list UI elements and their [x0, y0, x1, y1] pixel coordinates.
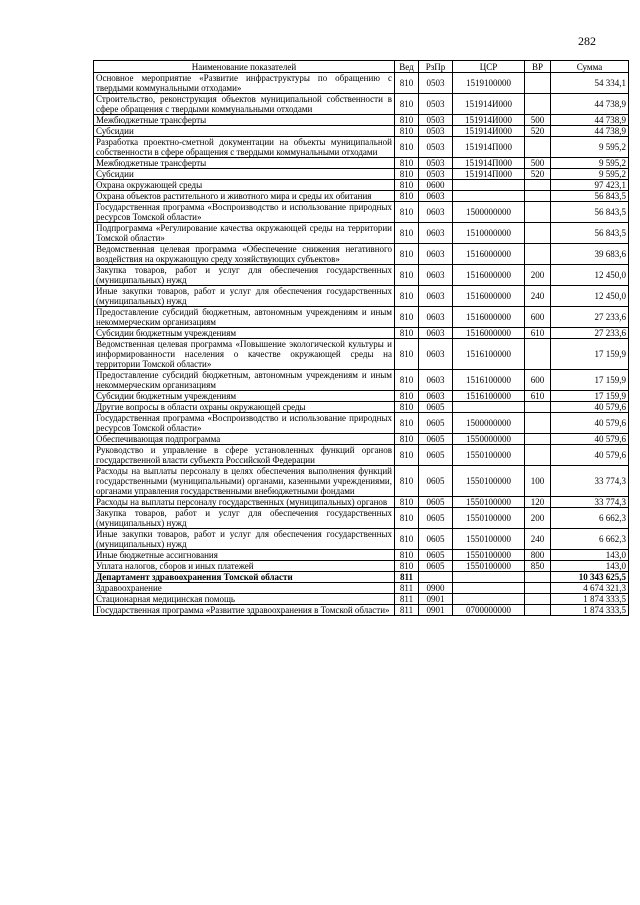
- cell-ved: 811: [395, 572, 419, 583]
- cell-rzpr: 0503: [419, 126, 453, 137]
- cell-sum: 9 595,2: [551, 158, 629, 169]
- cell-csr: 151914П000: [453, 158, 525, 169]
- cell-name: Руководство и управление в сфере установленных функций органов государственной власти субъекта Российской Федерации: [94, 445, 395, 466]
- cell-csr: 1519100000: [453, 73, 525, 94]
- cell-rzpr: 0603: [419, 265, 453, 286]
- cell-vr: 500: [525, 158, 551, 169]
- cell-rzpr: 0900: [419, 583, 453, 594]
- cell-rzpr: 0605: [419, 434, 453, 445]
- cell-rzpr: 0603: [419, 370, 453, 391]
- cell-vr: [525, 137, 551, 158]
- cell-csr: 1516100000: [453, 370, 525, 391]
- cell-csr: 1516000000: [453, 286, 525, 307]
- header-rzpr: РзПр: [419, 61, 453, 73]
- cell-rzpr: 0503: [419, 158, 453, 169]
- header-ved: Вед: [395, 61, 419, 73]
- table-row: [94, 180, 629, 191]
- cell-rzpr: 0603: [419, 339, 453, 370]
- table-row: [94, 434, 629, 445]
- cell-csr: 1516000000: [453, 244, 525, 265]
- cell-csr: 1550100000: [453, 466, 525, 497]
- cell-name: Подпрограмма «Регулирование качества окружающей среды на территории Томской области»: [94, 223, 395, 244]
- cell-rzpr: 0603: [419, 307, 453, 328]
- cell-rzpr: 0901: [419, 594, 453, 605]
- cell-rzpr: 0605: [419, 497, 453, 508]
- cell-rzpr: 0600: [419, 180, 453, 191]
- table-row: [94, 605, 629, 616]
- cell-name: Межбюджетные трансферты: [94, 115, 395, 126]
- cell-sum: 6 662,3: [551, 529, 629, 550]
- cell-ved: 810: [395, 191, 419, 202]
- cell-csr: 1516000000: [453, 307, 525, 328]
- table-row: [94, 158, 629, 169]
- table-row: [94, 244, 629, 265]
- cell-ved: 810: [395, 180, 419, 191]
- cell-name: Ведомственная целевая программа «Обеспечение снижения негативного воздействия на окружающую среду хозяйствующих субъектов»: [94, 244, 395, 265]
- cell-ved: 810: [395, 445, 419, 466]
- table-row: [94, 497, 629, 508]
- cell-name: Субсидии бюджетным учреждениям: [94, 328, 395, 339]
- cell-vr: 240: [525, 529, 551, 550]
- cell-vr: [525, 572, 551, 583]
- cell-vr: [525, 202, 551, 223]
- cell-csr: 1550100000: [453, 508, 525, 529]
- cell-ved: 810: [395, 370, 419, 391]
- cell-vr: [525, 605, 551, 616]
- cell-vr: 100: [525, 466, 551, 497]
- cell-ved: 810: [395, 115, 419, 126]
- cell-ved: 810: [395, 391, 419, 402]
- cell-csr: 1550100000: [453, 561, 525, 572]
- cell-ved: 811: [395, 594, 419, 605]
- table-body: [94, 73, 629, 616]
- cell-sum: 44 738,9: [551, 126, 629, 137]
- cell-sum: 143,0: [551, 550, 629, 561]
- cell-ved: 810: [395, 137, 419, 158]
- cell-sum: 17 159,9: [551, 339, 629, 370]
- cell-name: Государственная программа «Воспроизводство и использование природных ресурсов Томской области»: [94, 202, 395, 223]
- cell-vr: 610: [525, 391, 551, 402]
- header-sum: Сумма: [551, 61, 629, 73]
- table-row: [94, 413, 629, 434]
- table-row: [94, 594, 629, 605]
- cell-sum: 40 579,6: [551, 413, 629, 434]
- cell-vr: [525, 434, 551, 445]
- cell-vr: 120: [525, 497, 551, 508]
- cell-csr: [453, 402, 525, 413]
- cell-name: Стационарная медицинская помощь: [94, 594, 395, 605]
- table-row: [94, 529, 629, 550]
- table-row: [94, 561, 629, 572]
- cell-csr: 1500000000: [453, 413, 525, 434]
- table-row: [94, 550, 629, 561]
- budget-table: [93, 60, 629, 616]
- cell-vr: 600: [525, 370, 551, 391]
- cell-sum: 39 683,6: [551, 244, 629, 265]
- cell-sum: 9 595,2: [551, 137, 629, 158]
- cell-sum: 12 450,0: [551, 265, 629, 286]
- cell-rzpr: 0603: [419, 223, 453, 244]
- cell-csr: 151914И000: [453, 126, 525, 137]
- header-vr: ВР: [525, 61, 551, 73]
- cell-rzpr: 0605: [419, 445, 453, 466]
- cell-vr: 240: [525, 286, 551, 307]
- cell-name: Обеспечивающая подпрограмма: [94, 434, 395, 445]
- cell-name: Охрана объектов растительного и животного мира и среды их обитания: [94, 191, 395, 202]
- cell-rzpr: 0901: [419, 605, 453, 616]
- cell-name: Государственная программа «Развитие здравоохранения в Томской области»: [94, 605, 395, 616]
- table-header-row: [94, 61, 629, 73]
- cell-rzpr: 0603: [419, 202, 453, 223]
- cell-vr: [525, 180, 551, 191]
- cell-sum: 27 233,6: [551, 328, 629, 339]
- cell-vr: [525, 583, 551, 594]
- cell-vr: 200: [525, 508, 551, 529]
- table-row: [94, 508, 629, 529]
- cell-rzpr: 0503: [419, 137, 453, 158]
- cell-name: Межбюджетные трансферты: [94, 158, 395, 169]
- cell-vr: [525, 402, 551, 413]
- cell-ved: 811: [395, 583, 419, 594]
- cell-rzpr: 0605: [419, 466, 453, 497]
- cell-sum: 27 233,6: [551, 307, 629, 328]
- cell-name: Субсидии: [94, 169, 395, 180]
- table-row: [94, 265, 629, 286]
- cell-sum: 97 423,1: [551, 180, 629, 191]
- cell-ved: 810: [395, 73, 419, 94]
- cell-ved: 810: [395, 497, 419, 508]
- cell-sum: 12 450,0: [551, 286, 629, 307]
- cell-name: Предоставление субсидий бюджетным, автономным учреждениям и иным некоммерческим организациям: [94, 370, 395, 391]
- cell-csr: [453, 191, 525, 202]
- cell-ved: 810: [395, 223, 419, 244]
- cell-sum: 40 579,6: [551, 445, 629, 466]
- cell-sum: 40 579,6: [551, 402, 629, 413]
- cell-rzpr: 0603: [419, 328, 453, 339]
- cell-csr: [453, 572, 525, 583]
- cell-vr: 600: [525, 307, 551, 328]
- cell-ved: 810: [395, 202, 419, 223]
- cell-name: Закупка товаров, работ и услуг для обеспечения государственных (муниципальных) нужд: [94, 508, 395, 529]
- cell-vr: [525, 191, 551, 202]
- cell-ved: 810: [395, 434, 419, 445]
- cell-rzpr: 0503: [419, 115, 453, 126]
- cell-name: Другие вопросы в области охраны окружающей среды: [94, 402, 395, 413]
- cell-ved: 810: [395, 561, 419, 572]
- table-row: [94, 466, 629, 497]
- cell-rzpr: 0605: [419, 402, 453, 413]
- cell-rzpr: 0603: [419, 391, 453, 402]
- cell-sum: 33 774,3: [551, 466, 629, 497]
- cell-name: Ведомственная целевая программа «Повышение экологической культуры и информированности населения о качестве окружающей среды на территории Томской области»: [94, 339, 395, 370]
- cell-name: Иные бюджетные ассигнования: [94, 550, 395, 561]
- cell-ved: 810: [395, 529, 419, 550]
- cell-rzpr: 0503: [419, 73, 453, 94]
- cell-sum: 17 159,9: [551, 370, 629, 391]
- cell-ved: 810: [395, 307, 419, 328]
- cell-rzpr: [419, 572, 453, 583]
- cell-rzpr: 0605: [419, 550, 453, 561]
- table-row: [94, 307, 629, 328]
- cell-vr: 610: [525, 328, 551, 339]
- cell-csr: [453, 180, 525, 191]
- cell-vr: [525, 244, 551, 265]
- cell-ved: 810: [395, 402, 419, 413]
- table-row: [94, 115, 629, 126]
- table-row: [94, 402, 629, 413]
- table-row: [94, 370, 629, 391]
- cell-csr: 1550100000: [453, 497, 525, 508]
- cell-csr: 1516100000: [453, 339, 525, 370]
- cell-rzpr: 0503: [419, 169, 453, 180]
- cell-rzpr: 0503: [419, 94, 453, 115]
- cell-sum: 44 738,9: [551, 94, 629, 115]
- cell-sum: 54 334,1: [551, 73, 629, 94]
- cell-sum: 4 674 321,3: [551, 583, 629, 594]
- cell-name: Расходы на выплаты персоналу в целях обеспечения выполнения функций государственными (муниципальными) органами, казенными учреждениями, органами управления государственными внебюджетными фондами: [94, 466, 395, 497]
- table-row: [94, 202, 629, 223]
- cell-vr: 850: [525, 561, 551, 572]
- cell-sum: 143,0: [551, 561, 629, 572]
- cell-csr: [453, 594, 525, 605]
- cell-sum: 56 843,5: [551, 223, 629, 244]
- cell-name: Расходы на выплаты персоналу государственных (муниципальных) органов: [94, 497, 395, 508]
- cell-ved: 811: [395, 605, 419, 616]
- cell-vr: [525, 223, 551, 244]
- cell-vr: [525, 413, 551, 434]
- cell-csr: [453, 583, 525, 594]
- cell-csr: 1550100000: [453, 550, 525, 561]
- cell-rzpr: 0603: [419, 244, 453, 265]
- cell-name: Закупка товаров, работ и услуг для обеспечения государственных (муниципальных) нужд: [94, 265, 395, 286]
- cell-sum: 1 874 333,5: [551, 605, 629, 616]
- table-row: [94, 73, 629, 94]
- cell-ved: 810: [395, 328, 419, 339]
- cell-vr: [525, 339, 551, 370]
- cell-sum: 44 738,9: [551, 115, 629, 126]
- cell-vr: [525, 594, 551, 605]
- cell-name: Здравоохранение: [94, 583, 395, 594]
- cell-vr: [525, 445, 551, 466]
- cell-vr: 520: [525, 169, 551, 180]
- table-row: [94, 391, 629, 402]
- cell-ved: 810: [395, 413, 419, 434]
- cell-csr: 1550100000: [453, 529, 525, 550]
- cell-vr: [525, 94, 551, 115]
- cell-sum: 6 662,3: [551, 508, 629, 529]
- cell-rzpr: 0603: [419, 286, 453, 307]
- cell-name: Основное мероприятие «Развитие инфраструктуры по обращению с твердыми коммунальными отходами»: [94, 73, 395, 94]
- cell-ved: 810: [395, 126, 419, 137]
- cell-csr: 1550100000: [453, 445, 525, 466]
- cell-ved: 810: [395, 508, 419, 529]
- cell-csr: 1516000000: [453, 328, 525, 339]
- cell-csr: 151914И000: [453, 115, 525, 126]
- cell-csr: 1516100000: [453, 391, 525, 402]
- cell-sum: 17 159,9: [551, 391, 629, 402]
- cell-name: Субсидии бюджетным учреждениям: [94, 391, 395, 402]
- cell-name: Субсидии: [94, 126, 395, 137]
- table-row: [94, 223, 629, 244]
- table-row: [94, 339, 629, 370]
- cell-csr: 0700000000: [453, 605, 525, 616]
- cell-sum: 1 874 333,5: [551, 594, 629, 605]
- cell-name: Разработка проектно-сметной документации на объекты муниципальной собственности в сфере обращения с твердыми коммунальными отходами: [94, 137, 395, 158]
- cell-csr: 151914И000: [453, 94, 525, 115]
- cell-sum: 40 579,6: [551, 434, 629, 445]
- table-row: [94, 445, 629, 466]
- cell-vr: 800: [525, 550, 551, 561]
- cell-sum: 56 843,5: [551, 191, 629, 202]
- cell-ved: 810: [395, 286, 419, 307]
- cell-rzpr: 0605: [419, 529, 453, 550]
- cell-ved: 810: [395, 158, 419, 169]
- cell-rzpr: 0605: [419, 508, 453, 529]
- table-row: [94, 191, 629, 202]
- cell-csr: 151914П000: [453, 137, 525, 158]
- cell-name: Департамент здравоохранения Томской области: [94, 572, 395, 583]
- cell-name: Иные закупки товаров, работ и услуг для обеспечения государственных (муниципальных) нужд: [94, 529, 395, 550]
- table-row: [94, 328, 629, 339]
- page-number: 282: [578, 34, 596, 48]
- cell-rzpr: 0605: [419, 561, 453, 572]
- cell-sum: 33 774,3: [551, 497, 629, 508]
- cell-name: Государственная программа «Воспроизводство и использование природных ресурсов Томской области»: [94, 413, 395, 434]
- cell-csr: 1510000000: [453, 223, 525, 244]
- cell-vr: [525, 73, 551, 94]
- cell-name: Охрана окружающей среды: [94, 180, 395, 191]
- cell-sum: 10 343 625,5: [551, 572, 629, 583]
- cell-ved: 810: [395, 244, 419, 265]
- cell-vr: 200: [525, 265, 551, 286]
- cell-csr: 1500000000: [453, 202, 525, 223]
- cell-vr: 500: [525, 115, 551, 126]
- cell-ved: 810: [395, 94, 419, 115]
- cell-name: Строительство, реконструкция объектов муниципальной собственности в сфере обращения с твердыми коммунальными отходами: [94, 94, 395, 115]
- table-row: [94, 137, 629, 158]
- cell-ved: 810: [395, 466, 419, 497]
- cell-name: Предоставление субсидий бюджетным, автономным учреждениям и иным некоммерческим организациям: [94, 307, 395, 328]
- cell-ved: 810: [395, 339, 419, 370]
- cell-csr: 1550000000: [453, 434, 525, 445]
- cell-rzpr: 0603: [419, 191, 453, 202]
- cell-csr: 1516000000: [453, 265, 525, 286]
- cell-ved: 810: [395, 169, 419, 180]
- header-csr: ЦСР: [453, 61, 525, 73]
- cell-sum: 56 843,5: [551, 202, 629, 223]
- table-row: [94, 286, 629, 307]
- table-row: [94, 583, 629, 594]
- table-row: [94, 169, 629, 180]
- cell-sum: 9 595,2: [551, 169, 629, 180]
- cell-name: Иные закупки товаров, работ и услуг для обеспечения государственных (муниципальных) нужд: [94, 286, 395, 307]
- cell-ved: 810: [395, 550, 419, 561]
- cell-csr: 151914П000: [453, 169, 525, 180]
- cell-vr: 520: [525, 126, 551, 137]
- cell-ved: 810: [395, 265, 419, 286]
- cell-rzpr: 0605: [419, 413, 453, 434]
- table-row: [94, 94, 629, 115]
- table-row: [94, 126, 629, 137]
- table-row: [94, 572, 629, 583]
- header-name: Наименование показателей: [94, 61, 395, 73]
- cell-name: Уплата налогов, сборов и иных платежей: [94, 561, 395, 572]
